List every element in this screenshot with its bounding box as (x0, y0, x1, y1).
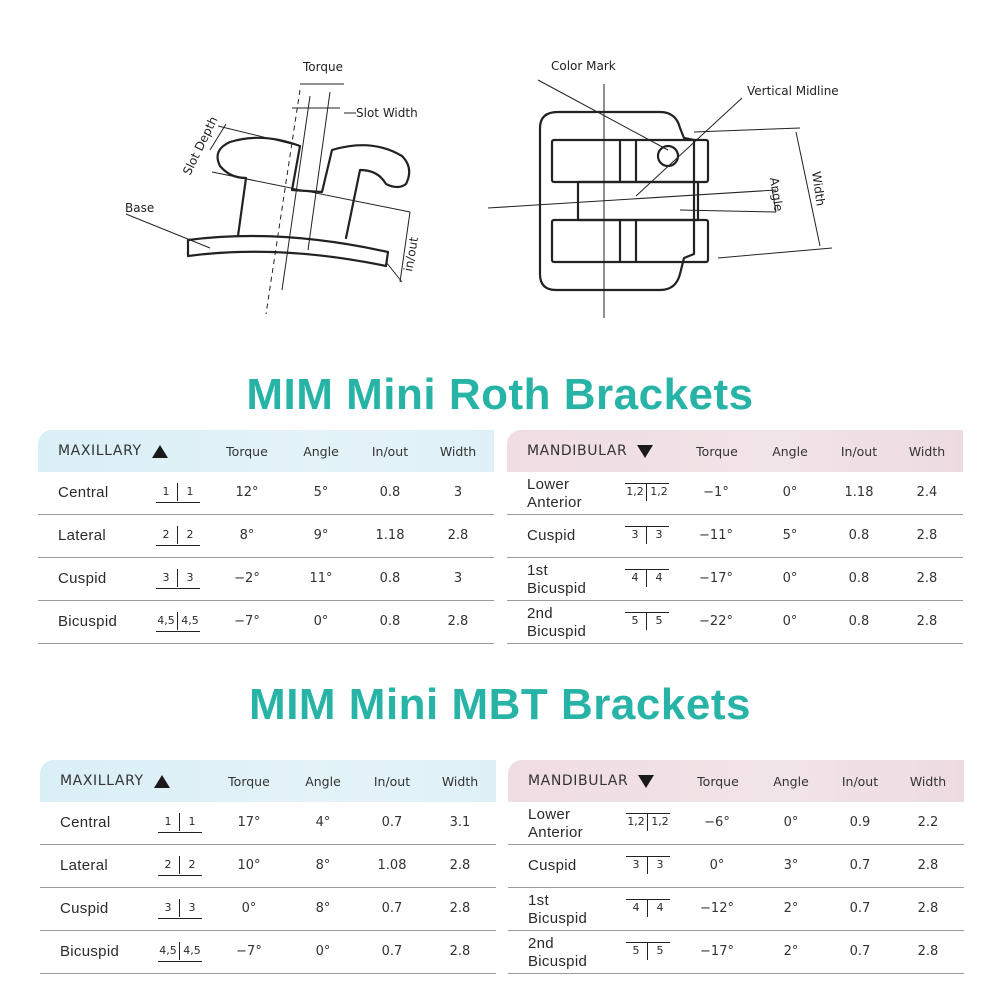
quadrant-notation (625, 483, 669, 503)
column-header-inout: In/out (840, 444, 878, 459)
tooth-name-line1: 2nd (528, 935, 554, 952)
cell-angle: 8° (315, 858, 331, 873)
quadrant-divider (646, 612, 647, 630)
cell-torque: −6° (704, 815, 730, 830)
cell-width: 3 (453, 485, 463, 500)
base-label: Base (125, 201, 155, 215)
quadrant-divider (647, 856, 648, 874)
cell-torque: −22° (699, 614, 733, 629)
quadrant-baseline (626, 899, 670, 900)
quadrant-right: 2 (188, 858, 196, 871)
group-label: MANDIBULAR (528, 773, 629, 789)
front-view-bracket (540, 112, 708, 290)
triangle-up-icon (154, 775, 170, 788)
tooth-name (527, 562, 586, 598)
cell-inout: 0.7 (849, 944, 871, 959)
quadrant-notation (158, 813, 202, 833)
column-header-angle: Angle (773, 774, 809, 789)
cell-width: 2.8 (916, 528, 938, 543)
column-header-width: Width (439, 444, 477, 459)
color-mark-label: Color Mark (551, 59, 616, 73)
column-header-inout: In/out (373, 774, 411, 789)
torque-label: Torque (303, 60, 343, 74)
cell-torque: 0° (241, 901, 257, 916)
quadrant-left: 3 (632, 858, 640, 871)
tooth-name: Lateral (60, 857, 108, 874)
quadrant-right: 1 (188, 815, 196, 828)
tooth-name: Lateral (58, 527, 106, 544)
cell-width: 2.8 (916, 571, 938, 586)
quadrant-left: 4 (631, 571, 639, 584)
cell-inout: 0.8 (848, 571, 870, 586)
quadrant-baseline (626, 856, 670, 857)
table-row (507, 601, 963, 644)
cell-angle: 0° (783, 815, 799, 830)
table-row (38, 515, 494, 558)
cell-angle: 8° (315, 901, 331, 916)
quadrant-divider (177, 526, 178, 544)
table-row (507, 472, 963, 515)
quadrant-right: 3 (188, 901, 196, 914)
cell-torque: −1° (703, 485, 729, 500)
table-row (508, 888, 964, 931)
cell-torque: 0° (709, 858, 725, 873)
cell-width: 3.1 (449, 815, 471, 830)
bracket-diagrams (0, 0, 1000, 340)
column-header-width: Width (909, 774, 947, 789)
column-header-angle: Angle (305, 774, 341, 789)
quadrant-divider (647, 942, 648, 960)
tooth-name (528, 806, 583, 842)
cell-angle: 0° (782, 614, 798, 629)
cell-width: 2.8 (917, 901, 939, 916)
column-header-angle: Angle (303, 444, 339, 459)
group-label: MAXILLARY (60, 773, 144, 789)
quadrant-left: 4,5 (159, 944, 177, 957)
cell-width: 2.8 (916, 614, 938, 629)
quadrant-divider (646, 483, 647, 501)
quadrant-right: 4,5 (181, 614, 199, 627)
quadrant-baseline (626, 813, 670, 814)
column-header-angle: Angle (772, 444, 808, 459)
quadrant-left: 4,5 (157, 614, 175, 627)
cell-inout: 1.18 (375, 528, 405, 543)
quadrant-left: 3 (631, 528, 639, 541)
table-row (38, 472, 494, 515)
cell-angle: 9° (313, 528, 329, 543)
tooth-name: Cuspid (60, 900, 109, 917)
table-row (508, 931, 964, 974)
tooth-name: Bicuspid (58, 613, 118, 630)
quadrant-left: 5 (632, 944, 640, 957)
column-header-torque: Torque (226, 444, 268, 459)
quadrant-divider (647, 813, 648, 831)
column-header-torque: Torque (228, 774, 270, 789)
tooth-name (528, 935, 587, 971)
column-header-width: Width (441, 774, 479, 789)
table-row (508, 802, 964, 845)
quadrant-baseline (156, 588, 200, 589)
cell-inout: 0.7 (381, 901, 403, 916)
tooth-name-line2: Bicuspid (527, 580, 587, 597)
quadrant-baseline (626, 942, 670, 943)
tooth-name-line1: 2nd (527, 605, 553, 622)
quadrant-divider (177, 569, 178, 587)
quadrant-notation (625, 526, 669, 546)
tooth-name-line2: Anterior (527, 494, 582, 511)
cell-width: 2.8 (449, 858, 471, 873)
column-header-width: Width (908, 444, 946, 459)
quadrant-baseline (158, 918, 202, 919)
column-header-torque: Torque (697, 774, 739, 789)
width-label: Width (809, 170, 828, 207)
cell-torque: −2° (234, 571, 260, 586)
triangle-down-icon (638, 775, 654, 788)
quadrant-divider (177, 483, 178, 501)
cell-width: 2.8 (447, 528, 469, 543)
table-row (40, 802, 496, 845)
quadrant-right: 4 (655, 571, 663, 584)
cell-angle: 3° (783, 858, 799, 873)
cell-inout: 0.9 (849, 815, 871, 830)
cell-angle: 0° (782, 485, 798, 500)
roth-maxillary-table (38, 430, 494, 644)
quadrant-baseline (156, 545, 200, 546)
quadrant-notation (156, 612, 200, 632)
group-label: MAXILLARY (58, 443, 142, 459)
table-row (38, 601, 494, 644)
table-row (508, 845, 964, 888)
cell-inout: 0.7 (849, 901, 871, 916)
slot-width-label: Slot Width (356, 106, 418, 120)
cell-inout: 0.7 (849, 858, 871, 873)
quadrant-baseline (625, 569, 669, 570)
cell-torque: −11° (699, 528, 733, 543)
tooth-name: Cuspid (527, 527, 576, 544)
quadrant-left: 4 (632, 901, 640, 914)
bracket-diagram-svg (0, 0, 1000, 340)
tooth-name-line1: Lower (527, 476, 570, 493)
tooth-name-line1: 1st (528, 892, 549, 909)
quadrant-left: 3 (162, 571, 170, 584)
cell-width: 2.8 (449, 901, 471, 916)
cell-inout: 0.8 (848, 528, 870, 543)
cell-angle: 5° (782, 528, 798, 543)
cell-angle: 0° (782, 571, 798, 586)
quadrant-notation (158, 899, 202, 919)
cell-inout: 0.8 (379, 614, 401, 629)
table-header (508, 760, 964, 802)
quadrant-notation (625, 612, 669, 632)
quadrant-divider (177, 612, 178, 630)
quadrant-notation (626, 813, 670, 833)
quadrant-notation (156, 483, 200, 503)
quadrant-left: 3 (164, 901, 172, 914)
cell-inout: 0.7 (381, 815, 403, 830)
cell-torque: −17° (700, 944, 734, 959)
quadrant-right: 3 (655, 528, 663, 541)
table-row (507, 515, 963, 558)
quadrant-right: 4 (656, 901, 664, 914)
quadrant-right: 3 (656, 858, 664, 871)
tooth-name-line2: Anterior (528, 824, 583, 841)
cell-angle: 5° (313, 485, 329, 500)
quadrant-right: 5 (655, 614, 663, 627)
mbt-maxillary-table (40, 760, 496, 974)
cell-inout: 0.8 (379, 571, 401, 586)
cell-torque: 17° (237, 815, 261, 830)
table-row (507, 558, 963, 601)
quadrant-right: 1,2 (650, 485, 668, 498)
cell-width: 3 (453, 571, 463, 586)
table-row (40, 888, 496, 931)
quadrant-baseline (158, 961, 202, 962)
quadrant-notation (158, 856, 202, 876)
quadrant-divider (179, 813, 180, 831)
cell-inout: 0.8 (379, 485, 401, 500)
tooth-name: Bicuspid (60, 943, 120, 960)
column-header-torque: Torque (696, 444, 738, 459)
group-label: MANDIBULAR (527, 443, 628, 459)
quadrant-baseline (158, 875, 202, 876)
quadrant-left: 2 (162, 528, 170, 541)
quadrant-baseline (158, 832, 202, 833)
tooth-name (528, 892, 587, 928)
cell-angle: 2° (783, 944, 799, 959)
cell-inout: 1.18 (844, 485, 874, 500)
table-header (507, 430, 963, 472)
tooth-name: Cuspid (528, 857, 577, 874)
cell-angle: 4° (315, 815, 331, 830)
tooth-name: Central (60, 814, 111, 831)
cell-angle: 11° (309, 571, 333, 586)
quadrant-baseline (625, 526, 669, 527)
column-header-inout: In/out (371, 444, 409, 459)
quadrant-baseline (625, 612, 669, 613)
quadrant-right: 2 (186, 528, 194, 541)
tooth-name (527, 476, 582, 512)
cell-angle: 0° (315, 944, 331, 959)
section-title-mbt: MIM Mini MBT Brackets (249, 680, 751, 729)
quadrant-divider (179, 899, 180, 917)
quadrant-baseline (156, 631, 200, 632)
quadrant-divider (647, 899, 648, 917)
table-row (40, 845, 496, 888)
quadrant-left: 1 (162, 485, 170, 498)
tooth-name-line2: Bicuspid (528, 910, 588, 927)
triangle-down-icon (637, 445, 653, 458)
tooth-name: Cuspid (58, 570, 107, 587)
tooth-name-line2: Bicuspid (527, 623, 587, 640)
quadrant-right: 1 (186, 485, 194, 498)
cell-torque: 12° (235, 485, 259, 500)
cell-torque: −7° (236, 944, 262, 959)
cell-torque: −17° (699, 571, 733, 586)
quadrant-notation (156, 526, 200, 546)
tooth-name: Central (58, 484, 109, 501)
mbt-mandibular-table (508, 760, 964, 974)
quadrant-right: 3 (186, 571, 194, 584)
column-header-inout: In/out (841, 774, 879, 789)
roth-mandibular-table (507, 430, 963, 644)
quadrant-left: 2 (164, 858, 172, 871)
cell-torque: −7° (234, 614, 260, 629)
quadrant-divider (179, 856, 180, 874)
cell-width: 2.8 (447, 614, 469, 629)
tooth-name-line2: Bicuspid (528, 953, 588, 970)
cell-width: 2.8 (917, 858, 939, 873)
section-title-roth: MIM Mini Roth Brackets (246, 370, 754, 419)
tooth-name-line1: 1st (527, 562, 548, 579)
table-row (38, 558, 494, 601)
quadrant-divider (646, 526, 647, 544)
vertical-midline-label: Vertical Midline (747, 84, 839, 98)
triangle-up-icon (152, 445, 168, 458)
quadrant-right: 1,2 (651, 815, 669, 828)
cell-torque: 8° (239, 528, 255, 543)
cell-inout: 0.8 (848, 614, 870, 629)
quadrant-right: 4,5 (183, 944, 201, 957)
quadrant-notation (625, 569, 669, 589)
tooth-name-line1: Lower (528, 806, 571, 823)
quadrant-left: 1 (164, 815, 172, 828)
cell-inout: 1.08 (377, 858, 407, 873)
quadrant-notation (158, 942, 202, 962)
quadrant-notation (626, 942, 670, 962)
quadrant-left: 1,2 (626, 485, 644, 498)
quadrant-baseline (625, 483, 669, 484)
quadrant-notation (156, 569, 200, 589)
quadrant-notation (626, 899, 670, 919)
cell-width: 2.8 (449, 944, 471, 959)
cell-width: 2.2 (917, 815, 939, 830)
table-header (40, 760, 496, 802)
cell-angle: 0° (313, 614, 329, 629)
quadrant-left: 5 (631, 614, 639, 627)
quadrant-left: 1,2 (627, 815, 645, 828)
tooth-name (527, 605, 586, 641)
angle-label: Angle (767, 176, 786, 213)
quadrant-notation (626, 856, 670, 876)
cell-width: 2.8 (917, 944, 939, 959)
quadrant-divider (179, 942, 180, 960)
cell-torque: 10° (237, 858, 261, 873)
quadrant-divider (646, 569, 647, 587)
in-out-label: in/out (401, 235, 421, 273)
cell-torque: −12° (700, 901, 734, 916)
slot-depth-label: Slot Depth (180, 114, 221, 178)
table-row (40, 931, 496, 974)
cell-inout: 0.7 (381, 944, 403, 959)
cell-angle: 2° (783, 901, 799, 916)
cell-width: 2.4 (916, 485, 938, 500)
side-view-bracket (188, 138, 409, 266)
quadrant-baseline (156, 502, 200, 503)
quadrant-right: 5 (656, 944, 664, 957)
table-header (38, 430, 494, 472)
